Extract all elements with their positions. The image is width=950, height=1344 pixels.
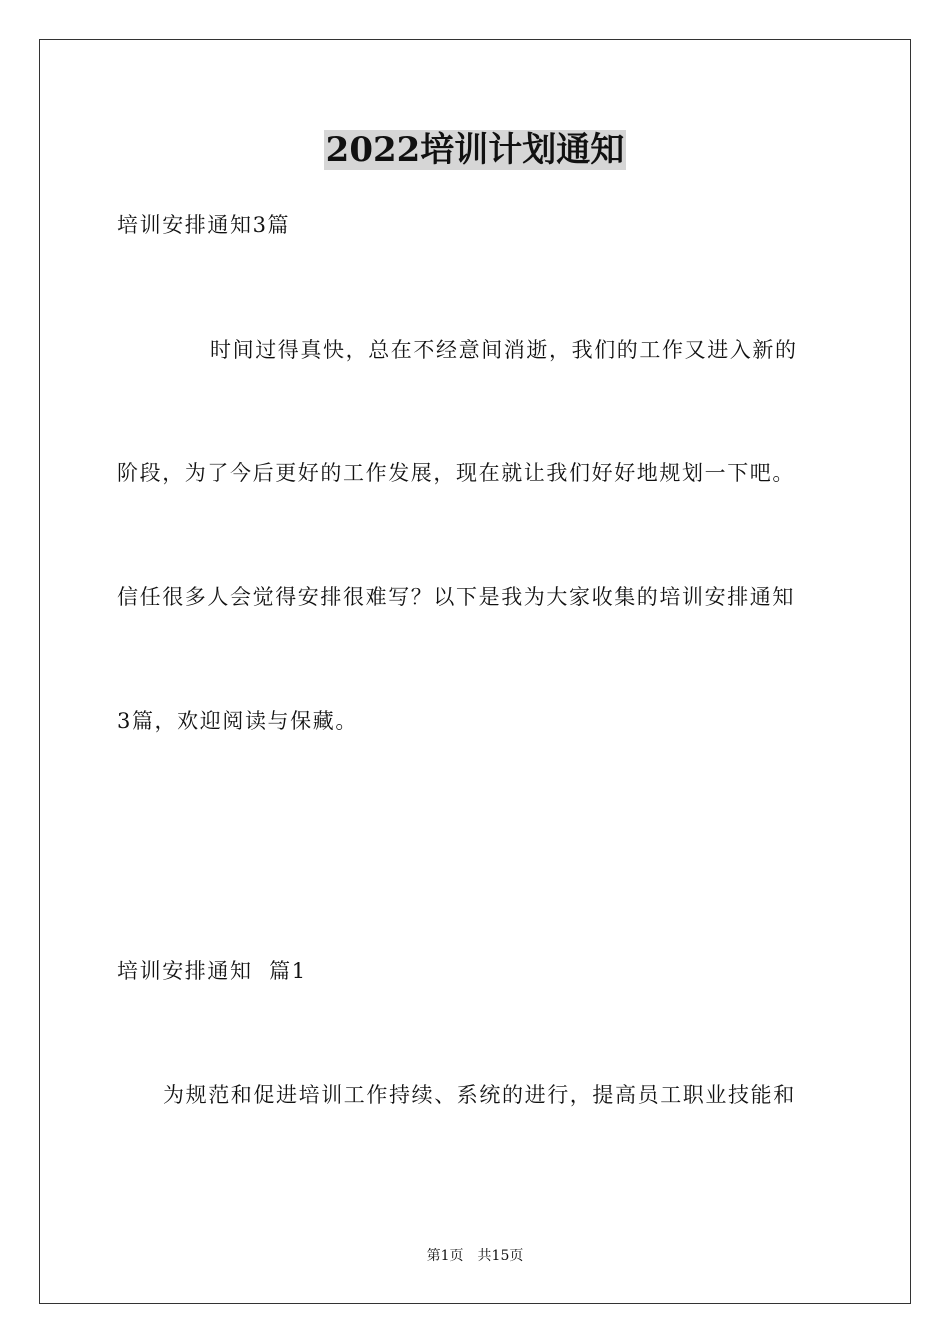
document-subtitle: 培训安排通知3篇 (117, 213, 291, 237)
intro-line-4: 3篇，欢迎阅读与保藏。 (117, 709, 358, 733)
page-total: 共15页 (477, 1248, 524, 1264)
intro-line-1: 时间过得真快，总在不经意间消逝，我们的工作又进入新的 (210, 338, 798, 362)
section-heading: 培训安排通知 篇1 (117, 959, 307, 983)
intro-line-3: 信任很多人会觉得安排很难写？以下是我为大家收集的培训安排通知 (117, 585, 795, 609)
page-footer (0, 1247, 950, 1265)
page-number: 第1页 (426, 1248, 464, 1264)
document-title (0, 128, 950, 172)
body-line-1: 为规范和促进培训工作持续、系统的进行，提高员工职业技能和 (163, 1083, 796, 1107)
intro-line-2: 阶段，为了今后更好的工作发展，现在就让我们好好地规划一下吧。 (117, 461, 795, 485)
document-title-text: 2022培训计划通知 (325, 130, 625, 170)
